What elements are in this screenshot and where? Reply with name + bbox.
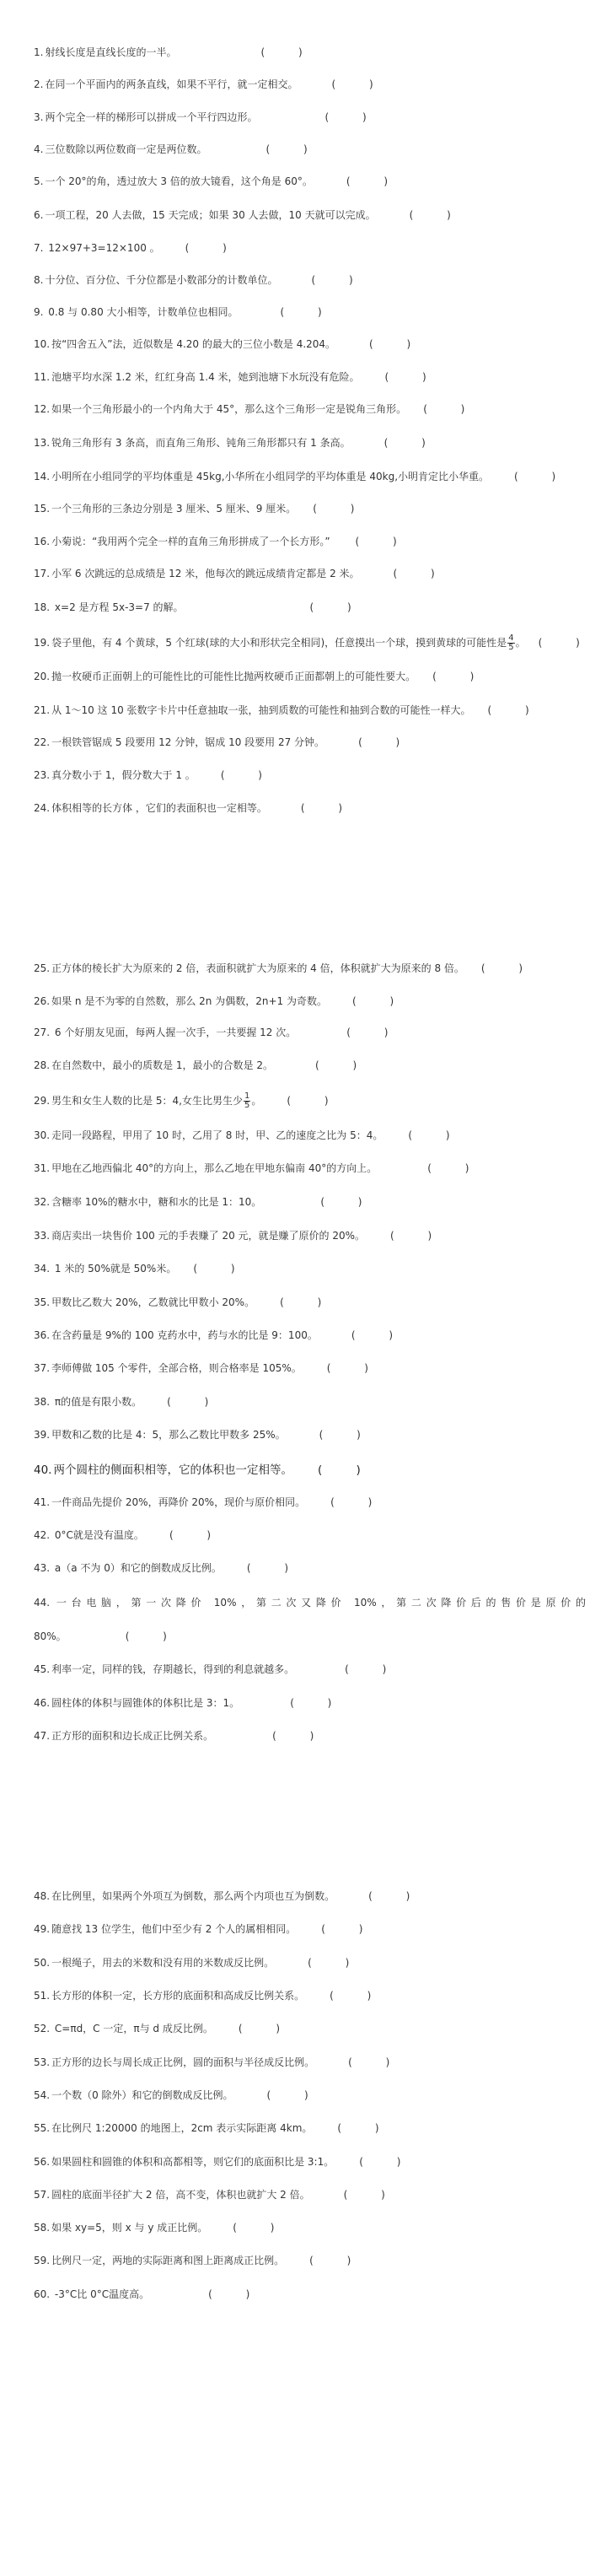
question-51 <box>34 1987 586 2004</box>
answer-parentheses[interactable]: ( ) <box>321 1923 378 1935</box>
question-text: 池塘平均水深 1.2 米，红红身高 1.4 米，她到池塘下水玩没有危险。 <box>51 371 360 383</box>
question-number: 47. <box>34 1730 51 1742</box>
question-number: 27. <box>34 1027 51 1038</box>
answer-parentheses[interactable]: ( ) <box>309 2255 367 2266</box>
answer-parentheses[interactable]: ( ) <box>348 2056 405 2068</box>
question-text: 三位数除以两位数商一定是两位数。 <box>45 143 207 155</box>
answer-parentheses[interactable]: ( ) <box>337 2122 394 2134</box>
question-text: a（a 不为 0）和它的倒数成反比例。 <box>51 1562 222 1574</box>
fraction-numerator: 4 <box>508 633 514 643</box>
question-number: 12. <box>34 403 51 415</box>
question-17 <box>34 565 586 582</box>
question-24 <box>34 800 586 816</box>
question-text: 小军 6 次跳远的总成绩是 12 米，他每次的跳远成绩肯定都是 2 米。 <box>51 568 360 579</box>
question-44-continued <box>34 1628 586 1645</box>
question-text: -3°C比 0°C温度高。 <box>51 2288 150 2300</box>
question-number: 36. <box>34 1329 51 1341</box>
question-number: 14. <box>34 471 51 482</box>
answer-parentheses[interactable]: ( ) <box>311 274 368 286</box>
question-43 <box>34 1560 586 1576</box>
answer-parentheses[interactable]: ( ) <box>351 995 410 1007</box>
answer-parentheses[interactable]: ( ) <box>280 306 337 318</box>
question-number: 10. <box>34 338 51 350</box>
answer-parentheses[interactable]: ( ) <box>317 1463 376 1477</box>
question-number: 32. <box>34 1196 51 1208</box>
question-26 <box>34 993 586 1010</box>
question-number: 19. <box>34 637 51 649</box>
question-37 <box>34 1360 586 1377</box>
answer-parentheses[interactable]: ( ) <box>220 769 277 781</box>
answer-parentheses[interactable]: ( ) <box>167 1396 224 1408</box>
question-text-tail: 。 <box>515 637 526 649</box>
question-41 <box>34 1494 586 1511</box>
question-number: 18. <box>34 601 51 613</box>
question-text: 小明所在小组同学的平均体重是 45kg,小华所在小组同学的平均体重是 40kg,小明肯定比小华重。 <box>51 471 490 482</box>
question-text: 在含药量是 9%的 100 克药水中，药与水的比是 9：100。 <box>51 1329 318 1341</box>
question-33 <box>34 1227 586 1244</box>
answer-parentheses[interactable]: ( ) <box>287 1095 344 1107</box>
question-25 <box>34 960 586 977</box>
question-12 <box>34 401 586 418</box>
question-10 <box>34 336 586 353</box>
question-50 <box>34 1954 586 1971</box>
question-text: 甲地在乙地西偏北 40°的方向上，那么乙地在甲地东偏南 40°的方向上。 <box>51 1162 378 1174</box>
question-text: 1 米的 50%就是 50%米。 <box>51 1263 177 1275</box>
question-text: 比例尺一定，两地的实际距离和图上距离成正比例。 <box>51 2255 285 2266</box>
question-number: 7. <box>34 242 44 254</box>
question-2 <box>34 76 586 93</box>
question-number: 17. <box>34 568 51 579</box>
question-56 <box>34 2153 586 2170</box>
question-1 <box>34 44 586 61</box>
question-27 <box>34 1024 586 1041</box>
question-number: 49. <box>34 1923 51 1935</box>
question-text: 两个完全一样的梯形可以拼成一个平行四边形。 <box>45 111 258 123</box>
question-text: 射线长度是直线长度的一半。 <box>45 46 177 58</box>
fraction-denominator: 5 <box>508 643 514 652</box>
question-47 <box>34 1727 586 1744</box>
question-15 <box>34 500 586 517</box>
fraction <box>507 634 514 652</box>
question-55 <box>34 2120 586 2137</box>
question-number: 50. <box>34 1957 51 1969</box>
question-text: 走同一段路程，甲用了 10 时，乙用了 8 时，甲、乙的速度之比为 5：4。 <box>51 1129 383 1141</box>
answer-parentheses[interactable]: ( ) <box>480 962 539 974</box>
answer-parentheses[interactable]: ( ) <box>320 1196 378 1208</box>
question-number: 5. <box>34 175 44 187</box>
question-text: 在比例尺 1:20000 的地图上，2cm 表示实际距离 4km。 <box>51 2122 313 2134</box>
question-number: 42. <box>34 1529 51 1541</box>
answer-parentheses[interactable]: ( ) <box>351 1329 409 1341</box>
answer-parentheses[interactable]: ( ) <box>423 403 480 415</box>
answer-parentheses[interactable]: ( ) <box>265 143 323 155</box>
question-text: 两个圆柱的侧面积相等，它的体积也一定相等。 <box>53 1463 292 1477</box>
question-text: 6 个好朋友见面，每两人握一次手，一共要握 12 次。 <box>51 1027 297 1038</box>
question-23 <box>34 767 586 784</box>
answer-parentheses[interactable]: ( ) <box>408 1129 465 1141</box>
question-8 <box>34 272 586 288</box>
question-number: 21. <box>34 704 51 716</box>
question-9 <box>34 304 586 321</box>
question-number: 43. <box>34 1562 51 1574</box>
question-text: C=πd，C 一定，π与 d 成反比例。 <box>51 2023 213 2034</box>
answer-parentheses[interactable]: ( ) <box>208 2288 265 2300</box>
question-text: 小菊说：“我用两个完全一样的直角三角形拼成了一个长方形。” <box>51 536 330 547</box>
question-text: 如果 xy=5，则 x 与 y 成正比例。 <box>51 2222 208 2234</box>
question-number: 44. <box>34 1597 51 1609</box>
question-36 <box>34 1327 586 1344</box>
answer-parentheses[interactable]: ( ) <box>326 1362 383 1374</box>
question-number: 8. <box>34 274 44 286</box>
question-text: 从 1～10 这 10 张数字卡片中任意抽取一张，抽到质数的可能性和抽到合数的可能性一样大。 <box>51 704 471 716</box>
question-52 <box>34 2020 586 2037</box>
question-number: 28. <box>34 1059 51 1071</box>
question-number: 41. <box>34 1496 51 1508</box>
question-44 <box>34 1594 586 1611</box>
question-45 <box>34 1661 586 1678</box>
answer-parentheses[interactable]: ( ) <box>330 1496 388 1508</box>
fraction-denominator: 5 <box>244 1101 250 1110</box>
question-7 <box>34 240 586 256</box>
answer-parentheses[interactable]: ( ) <box>487 704 544 716</box>
question-text: 甲数和乙数的比是 4：5，那么乙数比甲数多 25%。 <box>51 1429 286 1441</box>
question-text: 商店卖出一块售价 100 元的手表赚了 20 元，就是赚了原价的 20%。 <box>51 1230 366 1242</box>
question-number: 35. <box>34 1296 51 1308</box>
question-text: 圆柱体的体积与圆锥体的体积比是 3：1。 <box>51 1697 240 1709</box>
answer-parentheses[interactable]: ( ) <box>514 471 571 482</box>
fraction <box>244 1092 250 1110</box>
question-text: 如果圆柱和圆锥的体积和高都相等，则它们的底面积比是 3:1。 <box>51 2156 335 2168</box>
question-text: 一根铁管锯成 5 段要用 12 分钟，锯成 10 段要用 27 分钟。 <box>51 736 325 748</box>
question-14 <box>34 468 586 485</box>
question-number: 40. <box>34 1463 52 1477</box>
question-number: 9. <box>34 306 44 318</box>
question-number: 24. <box>34 802 51 814</box>
answer-parentheses[interactable]: ( ) <box>313 503 370 515</box>
question-39 <box>34 1426 586 1443</box>
question-number: 3. <box>34 111 44 123</box>
answer-parentheses[interactable]: ( ) <box>390 1230 448 1242</box>
question-number: 6. <box>34 209 44 221</box>
question-number: 46. <box>34 1697 51 1709</box>
question-28 <box>34 1057 586 1074</box>
answer-parentheses[interactable]: ( ) <box>185 242 242 254</box>
question-number: 20. <box>34 671 51 682</box>
question-number: 11. <box>34 371 51 383</box>
answer-parentheses[interactable]: ( ) <box>169 1529 227 1541</box>
question-4 <box>34 141 586 158</box>
question-number: 31. <box>34 1162 51 1174</box>
question-number: 57. <box>34 2189 51 2201</box>
question-text: 0.8 与 0.80 大小相等，计数单位也相同。 <box>45 306 239 318</box>
answer-parentheses[interactable]: ( ) <box>384 371 442 383</box>
question-number: 48. <box>34 1890 51 1902</box>
question-text: 李师傅做 105 个零件，全部合格，则合格率是 105%。 <box>51 1362 302 1374</box>
question-number: 22. <box>34 736 51 748</box>
answer-parentheses[interactable]: ( ) <box>309 601 367 613</box>
question-30 <box>34 1127 586 1144</box>
question-31 <box>34 1160 586 1177</box>
question-number: 54. <box>34 2089 51 2101</box>
question-number: 37. <box>34 1362 51 1374</box>
question-text: 长方形的体积一定，长方形的底面积和高成反比例关系。 <box>51 1990 305 2002</box>
question-number: 23. <box>34 769 51 781</box>
question-number: 45. <box>34 1663 51 1675</box>
question-58 <box>34 2219 586 2236</box>
question-number: 59. <box>34 2255 51 2266</box>
question-text-tail: 。 <box>251 1095 262 1107</box>
answer-parentheses[interactable]: ( ) <box>315 1059 373 1071</box>
question-number: 39. <box>34 1429 51 1441</box>
question-text: 锐角三角形有 3 条高，而直角三角形、钝角三角形都只有 1 条高。 <box>51 437 351 449</box>
question-34 <box>34 1260 586 1277</box>
answer-parentheses[interactable]: ( ) <box>280 1296 337 1308</box>
question-number: 25. <box>34 962 51 974</box>
question-number: 4. <box>34 143 44 155</box>
question-text: 正方形的边长与周长成正比例，圆的面积与半径成反比例。 <box>51 2056 315 2068</box>
question-number: 16. <box>34 536 51 547</box>
answer-parentheses[interactable]: ( ) <box>345 1663 402 1675</box>
question-number: 30. <box>34 1129 51 1141</box>
question-text: 体积相等的长方体 ，它们的表面积也一定相等。 <box>51 802 267 814</box>
question-text: 按“四舍五入”法，近似数是 4.20 的最大的三位小数是 4.204。 <box>51 338 336 350</box>
answer-parentheses[interactable]: ( ) <box>324 111 382 123</box>
question-number: 15. <box>34 503 51 515</box>
question-21 <box>34 702 586 719</box>
question-text: 十分位、百分位、千分位都是小数部分的计数单位。 <box>45 274 278 286</box>
answer-parentheses[interactable]: ( ) <box>308 1957 365 1969</box>
answer-parentheses[interactable]: ( ) <box>233 2222 290 2234</box>
question-38 <box>34 1393 586 1410</box>
answer-parentheses[interactable]: ( ) <box>300 802 358 814</box>
question-text: 一根绳子，用去的米数和没有用的米数成反比例。 <box>51 1957 275 1969</box>
question-number: 33. <box>34 1230 51 1242</box>
question-number: 29. <box>34 1095 51 1107</box>
answer-parentheses[interactable]: ( ) <box>346 175 404 187</box>
question-13 <box>34 434 586 451</box>
question-number: 34. <box>34 1263 51 1275</box>
question-59 <box>34 2252 586 2269</box>
question-40 <box>34 1462 586 1479</box>
question-text-continued: 80%。 <box>34 1630 67 1642</box>
fraction-numerator: 1 <box>244 1091 250 1101</box>
question-text: 一台电脑，第一次降价 10%，第二次又降价 10%，第二次降价后的售价是原价的 <box>51 1597 586 1609</box>
question-number: 2. <box>34 78 44 90</box>
question-number: 13. <box>34 437 51 449</box>
question-text: 袋子里他，有 4 个黄球，5 个红球(球的大小和形状完全相同)，任意摸出一个球，摸到黄球的可能性是 <box>51 637 507 649</box>
question-29 <box>34 1092 586 1110</box>
question-text: 如果 n 是不为零的自然数，那么 2n 为偶数，2n+1 为奇数。 <box>51 995 327 1007</box>
question-60 <box>34 2286 586 2303</box>
question-text: 一个 20°的角，透过放大 3 倍的放大镜看，这个角是 60°。 <box>45 175 313 187</box>
answer-parentheses[interactable]: ( ) <box>125 1630 182 1642</box>
question-number: 55. <box>34 2122 51 2134</box>
question-number: 60. <box>34 2288 51 2300</box>
question-53 <box>34 2054 586 2071</box>
answer-parentheses[interactable]: ( ) <box>238 2023 296 2034</box>
question-text: 随意找 13 位学生，他们中至少有 2 个人的属相相同。 <box>51 1923 297 1935</box>
answer-parentheses[interactable]: ( ) <box>260 46 318 58</box>
answer-parentheses[interactable]: ( ) <box>290 1697 347 1709</box>
question-number: 38. <box>34 1396 51 1408</box>
question-text: 含糖率 10%的糖水中，糖和水的比是 1：10。 <box>51 1196 262 1208</box>
question-text: 一个三角形的三条边分别是 3 厘米、5 厘米、9 厘米。 <box>51 503 297 515</box>
answer-parentheses[interactable]: ( ) <box>331 78 389 90</box>
question-42 <box>34 1527 586 1544</box>
question-text: 在比例里，如果两个外项互为倒数，那么两个内项也互为倒数。 <box>51 1890 335 1902</box>
question-text: π的值是有限小数。 <box>51 1396 142 1408</box>
question-text: 利率一定，同样的钱，存期越长，得到的利息就越多。 <box>51 1663 295 1675</box>
question-57 <box>34 2186 586 2203</box>
answer-parentheses[interactable]: ( ) <box>369 338 426 350</box>
question-18 <box>34 599 586 616</box>
answer-parentheses[interactable]: ( ) <box>246 1562 304 1574</box>
question-11 <box>34 369 586 385</box>
question-16 <box>34 533 586 550</box>
question-text: 甲数比乙数大 20%，乙数就比甲数小 20%。 <box>51 1296 255 1308</box>
question-text: 0°C就是没有温度。 <box>51 1529 144 1541</box>
question-text: 如果一个三角形最小的一个内角大于 45°，那么这个三角形一定是锐角三角形。 <box>51 403 407 415</box>
question-48 <box>34 1888 586 1905</box>
question-text: 抛一枚硬币正面朝上的可能性比的可能性比抛两枚硬币正面都朝上的可能性要大。 <box>51 671 416 682</box>
answer-parentheses[interactable]: ( ) <box>359 2156 416 2168</box>
answer-parentheses[interactable]: ( ) <box>368 1890 426 1902</box>
question-text: 在同一个平面内的两条直线，如果不平行，就一定相交。 <box>45 78 298 90</box>
answer-parentheses[interactable]: ( ) <box>427 1162 485 1174</box>
question-text: 正方形的面积和边长成正比例关系。 <box>51 1730 214 1742</box>
answer-parentheses[interactable]: ( ) <box>409 209 466 221</box>
question-32 <box>34 1194 586 1210</box>
question-35 <box>34 1294 586 1311</box>
question-text: 圆柱的底面半径扩大 2 倍，高不变，体积也就扩大 2 倍。 <box>51 2189 310 2201</box>
question-text: 一项工程，20 人去做，15 天完成；如果 30 人去做，10 天就可以完成。 <box>45 209 376 221</box>
question-text: 在自然数中，最小的质数是 1，最小的合数是 2。 <box>51 1059 273 1071</box>
answer-parentheses[interactable]: ( ) <box>346 1027 404 1038</box>
question-number: 53. <box>34 2056 51 2068</box>
question-22 <box>34 734 586 751</box>
answer-parentheses[interactable]: ( ) <box>272 1730 330 1742</box>
answer-parentheses[interactable]: ( ) <box>383 437 441 449</box>
question-text: 真分数小于 1，假分数大于 1 。 <box>51 769 196 781</box>
answer-parentheses[interactable]: ( ) <box>393 568 450 579</box>
question-text: x=2 是方程 5x-3=7 的解。 <box>51 601 184 613</box>
answer-parentheses[interactable]: ( ) <box>330 1990 387 2002</box>
question-text: 正方体的棱长扩大为原来的 2 倍，表面积就扩大为原来的 4 倍，体积就扩大为原来的 8 倍。 <box>51 962 464 974</box>
answer-parentheses[interactable]: ( ) <box>358 736 416 748</box>
question-text: 一个数（0 除外）和它的倒数成反比例。 <box>51 2089 233 2101</box>
question-number: 52. <box>34 2023 51 2034</box>
answer-parentheses[interactable]: ( ) <box>319 1429 376 1441</box>
question-text: 一件商品先提价 20%，再降价 20%，现价与原价相同。 <box>51 1496 306 1508</box>
question-6 <box>34 207 586 224</box>
question-54 <box>34 2087 586 2104</box>
question-19 <box>34 633 595 652</box>
question-text: 男生和女生人数的比是 5：4,女生比男生少 <box>51 1095 243 1107</box>
answer-parentheses[interactable]: ( ) <box>538 637 595 649</box>
question-49 <box>34 1921 586 1937</box>
question-20 <box>34 668 586 685</box>
question-3 <box>34 109 586 126</box>
answer-parentheses[interactable]: ( ) <box>343 2189 400 2201</box>
question-number: 56. <box>34 2156 51 2168</box>
question-number: 1. <box>34 46 44 58</box>
question-number: 58. <box>34 2222 51 2234</box>
answer-parentheses[interactable]: ( ) <box>266 2089 324 2101</box>
question-46 <box>34 1695 586 1711</box>
answer-parentheses[interactable]: ( ) <box>432 671 490 682</box>
question-number: 26. <box>34 995 51 1007</box>
question-text: 12×97+3=12×100 。 <box>45 242 160 254</box>
answer-parentheses[interactable]: ( ) <box>355 536 412 547</box>
answer-parentheses[interactable]: ( ) <box>193 1263 250 1275</box>
question-number: 51. <box>34 1990 51 2002</box>
question-5 <box>34 173 586 190</box>
